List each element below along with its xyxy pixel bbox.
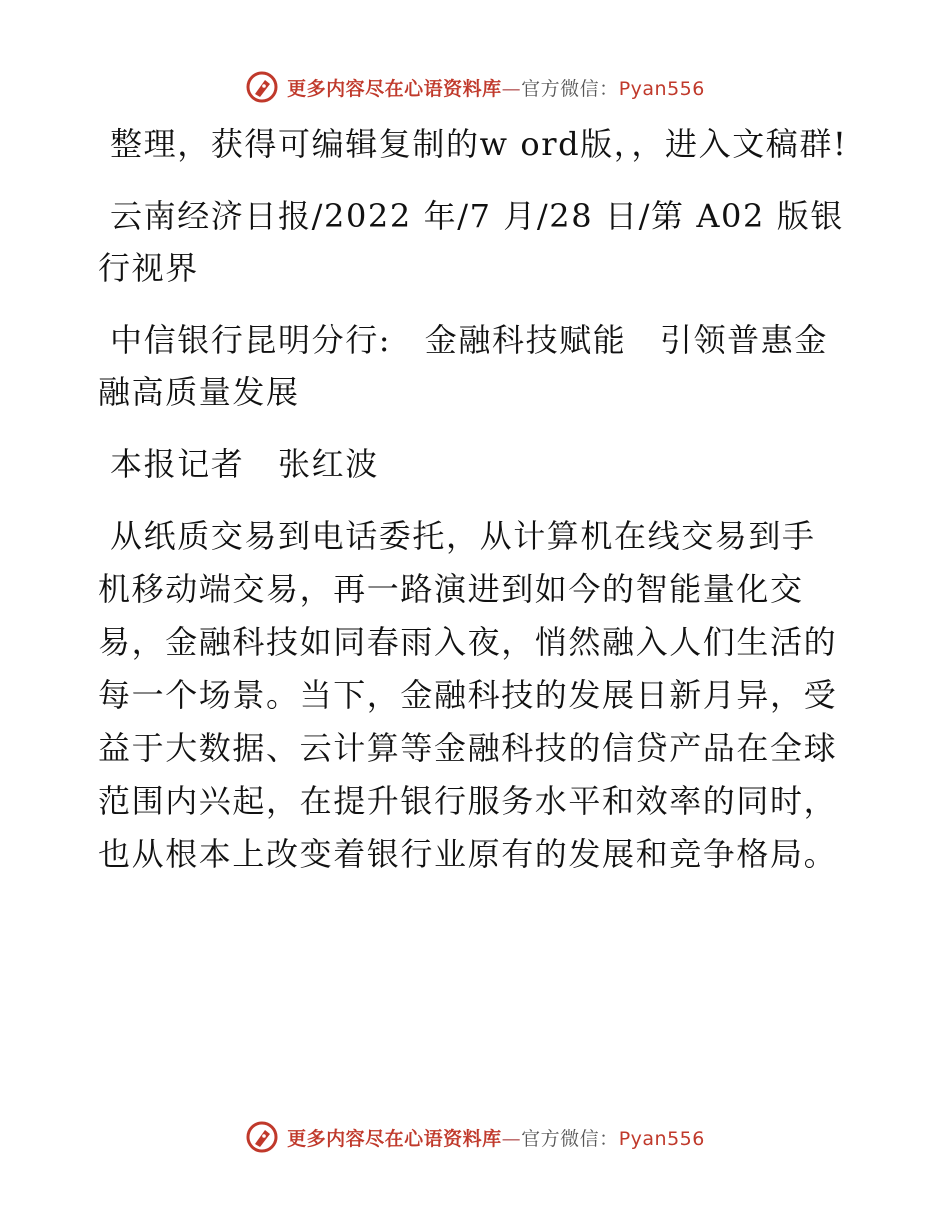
watermark-id: Pyan556: [618, 77, 705, 100]
watermark-id: Pyan556: [618, 1127, 705, 1150]
header-watermark: [0, 70, 950, 104]
pen-nib-circle-icon: [245, 1120, 279, 1154]
byline: 本报记者 张红波: [110, 445, 379, 483]
watermark-text: [287, 1124, 705, 1151]
watermark-official: 官方微信：: [521, 1127, 619, 1150]
watermark-dash: —: [501, 77, 522, 100]
intro-paragraph: 整理，获得可编辑复制的w ord版，，进入文稿群!: [110, 125, 848, 163]
document-content: [98, 118, 848, 901]
watermark-dash: —: [501, 1127, 522, 1150]
watermark-official: 官方微信：: [521, 77, 619, 100]
watermark-brand: 更多内容尽在心语资料库: [287, 1127, 502, 1150]
source-line: 云南经济日报/2022 年/7 月/28 日/第 A02 版银行视界: [98, 197, 844, 287]
watermark-brand: 更多内容尽在心语资料库: [287, 77, 502, 100]
pen-nib-circle-icon: [245, 70, 279, 104]
body-paragraph: 从纸质交易到电话委托，从计算机在线交易到手机移动端交易，再一路演进到如今的智能量化交易，金融科技如同春雨入夜，悄然融入人们生活的每一个场景。当下，金融科技的发展日新月异，受益于大数据、云计算等金融科技的信贷产品在全球范围内兴起，在提升银行服务水平和效率的同时，也从根本上改变着银行业原有的发展和竞争格局。: [98, 517, 838, 873]
headline: 中信银行昆明分行: 金融科技赋能 引领普惠金融高质量发展: [98, 321, 828, 411]
footer-watermark: [0, 1120, 950, 1154]
watermark-text: [287, 74, 705, 101]
